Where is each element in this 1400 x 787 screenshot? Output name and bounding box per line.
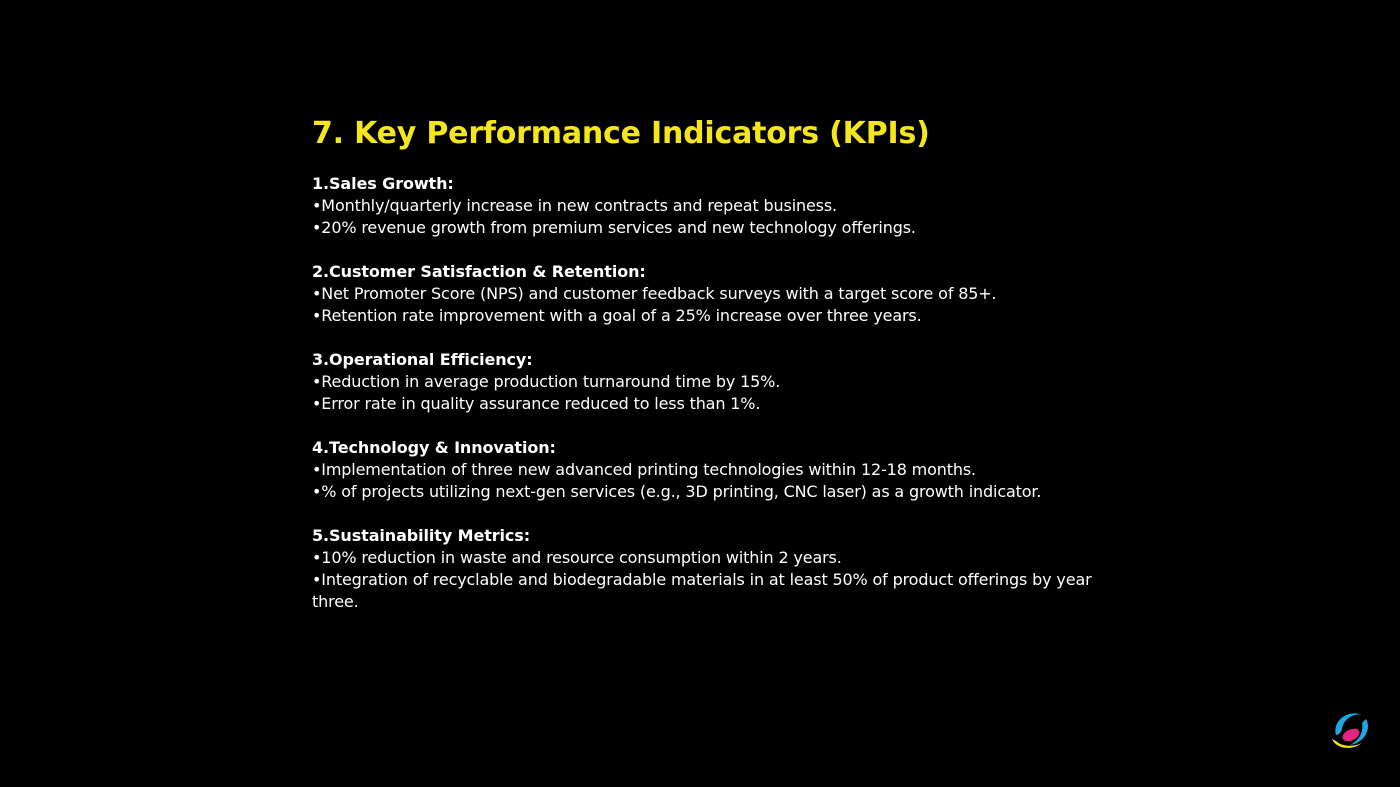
kpi-section-technology-innovation [312,437,1132,503]
kpi-section-operational-efficiency [312,349,1132,415]
section-heading: 1.Sales Growth: [312,174,454,193]
kpi-sections [312,173,1132,613]
section-heading: 3.Operational Efficiency: [312,350,533,369]
cmy-swirl-logo-icon [1326,705,1374,753]
slide-title: 7. Key Performance Indicators (KPIs) [312,116,930,151]
bullet-item: •10% reduction in waste and resource consumption within 2 years. [312,548,842,567]
bullet-item: •Error rate in quality assurance reduced to less than 1%. [312,394,761,413]
bullet-item: •Retention rate improvement with a goal of a 25% increase over three years. [312,306,922,325]
bullet-item: •Monthly/quarterly increase in new contracts and repeat business. [312,196,837,215]
bullet-item: •20% revenue growth from premium services and new technology offerings. [312,218,916,237]
kpi-section-sustainability-metrics [312,525,1132,613]
bullet-item: •Net Promoter Score (NPS) and customer feedback surveys with a target score of 85+. [312,284,997,303]
bullet-item: •Integration of recyclable and biodegradable materials in at least 50% of product offerings by year three. [312,570,1092,611]
section-heading: 2.Customer Satisfaction & Retention: [312,262,646,281]
bullet-item: •Implementation of three new advanced printing technologies within 12-18 months. [312,460,976,479]
kpi-section-customer-satisfaction [312,261,1132,327]
slide-content [312,112,1132,635]
bullet-item: •% of projects utilizing next-gen services (e.g., 3D printing, CNC laser) as a growth indicator. [312,482,1042,501]
kpi-section-sales-growth [312,173,1132,239]
bullet-item: •Reduction in average production turnaround time by 15%. [312,372,781,391]
section-heading: 4.Technology & Innovation: [312,438,556,457]
section-heading: 5.Sustainability Metrics: [312,526,531,545]
